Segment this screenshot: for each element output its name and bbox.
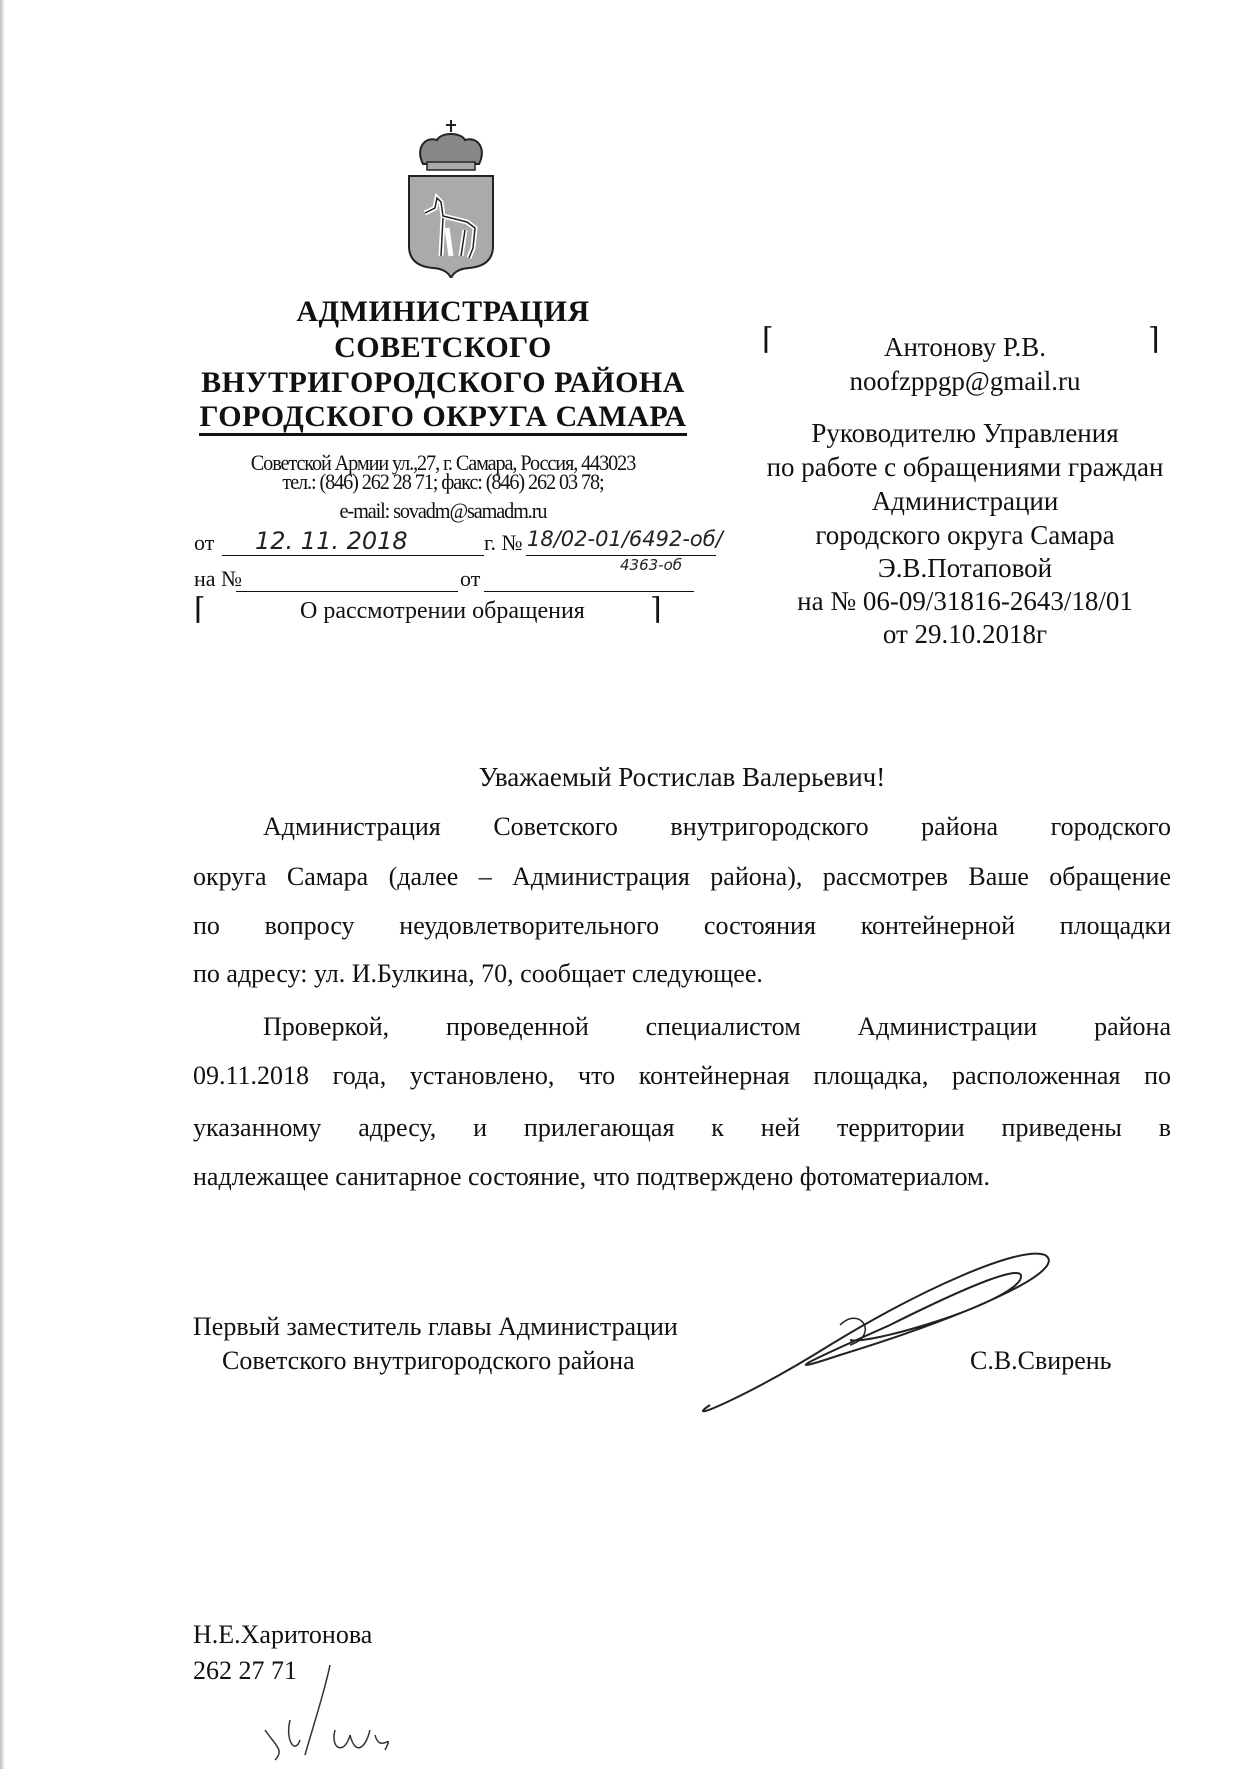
bracket-right: ⌉	[1148, 323, 1160, 356]
body-line: Администрация Советского внутригородского района городского	[263, 812, 1171, 841]
sender-title-line: АДМИНИСТРАЦИЯ	[296, 295, 590, 328]
body-line: по адресу: ул. И.Булкина, 70, сообщает следующее.	[193, 959, 763, 988]
outgoing-number-label: г. №	[484, 530, 523, 555]
handwritten-initials	[245, 1660, 425, 1765]
sender-email: e-mail: sovadm@samadm.ru	[339, 498, 547, 523]
sender-title-line: ВНУТРИГОРОДСКОГО РАЙОНА	[201, 366, 685, 399]
scan-edge	[0, 0, 5, 1769]
bracket-right: ⌉	[650, 593, 662, 626]
recipient-email: noofzppgp@gmail.ru	[849, 366, 1081, 396]
recipient-line: городского округа Самара	[815, 520, 1115, 550]
recipient-reference-date: от 29.10.2018г	[882, 619, 1048, 649]
in-reply-from-label: от	[460, 566, 481, 591]
sender-phone: тел.: (846) 262 28 71; факс: (846) 262 03 78;	[282, 469, 604, 494]
body-line: надлежащее санитарное состояние, что подтверждено фотоматериалом.	[193, 1162, 990, 1191]
recipient-name: Антонову Р.В.	[883, 332, 1047, 362]
outgoing-number: 18/02-01/6492-об/	[527, 527, 723, 551]
signatory-position: Первый заместитель главы Администрации	[193, 1312, 678, 1341]
body-line: указанному адресу, и прилегающая к ней территории приведены в	[193, 1113, 1171, 1142]
recipient-line: Э.В.Потаповой	[877, 553, 1053, 583]
subject: О рассмотрении обращения	[300, 598, 585, 624]
sender-title-line: СОВЕТСКОГО	[334, 331, 552, 364]
bracket-left: ⌈	[194, 593, 206, 626]
sender-title-line: ГОРОДСКОГО ОКРУГА САМАРА	[199, 400, 686, 436]
recipient-line: Руководителю Управления	[811, 418, 1119, 448]
salutation: Уважаемый Ростислав Валерьевич!	[478, 762, 886, 792]
body-line: 09.11.2018 года, установлено, что контейнерная площадка, расположенная по	[193, 1061, 1171, 1090]
signatory-name: С.В.Свирень	[970, 1346, 1112, 1375]
outgoing-number-2: 4363-об	[620, 556, 683, 574]
signatory-position: Советского внутригородского района	[222, 1346, 635, 1375]
from-label: от	[194, 530, 215, 555]
body-line: округа Самара (далее – Администрация района), рассмотрев Ваше обращение	[193, 862, 1171, 891]
bracket-left: ⌈	[762, 323, 774, 356]
sender-address: Советской Армии ул.,27, г. Самара, Россия, 443023	[250, 450, 636, 475]
in-reply-label: на №	[194, 566, 243, 591]
recipient-line: Администрации	[871, 486, 1059, 516]
recipient-line: по работе с обращениями граждан	[766, 452, 1164, 482]
executor-name: Н.Е.Харитонова	[193, 1620, 373, 1649]
body-line: по вопросу неудовлетворительного состояния контейнерной площадки	[193, 911, 1171, 940]
handwritten-signature	[690, 1235, 1070, 1425]
outgoing-date: 12. 11. 2018	[255, 527, 408, 555]
coat-of-arms-icon	[405, 118, 497, 278]
recipient-reference: на № 06-09/31816-2643/18/01	[797, 586, 1133, 616]
executor-phone: 262 27 71	[193, 1656, 297, 1685]
body-line: Проверкой, проведенной специалистом Администрации района	[263, 1012, 1171, 1041]
